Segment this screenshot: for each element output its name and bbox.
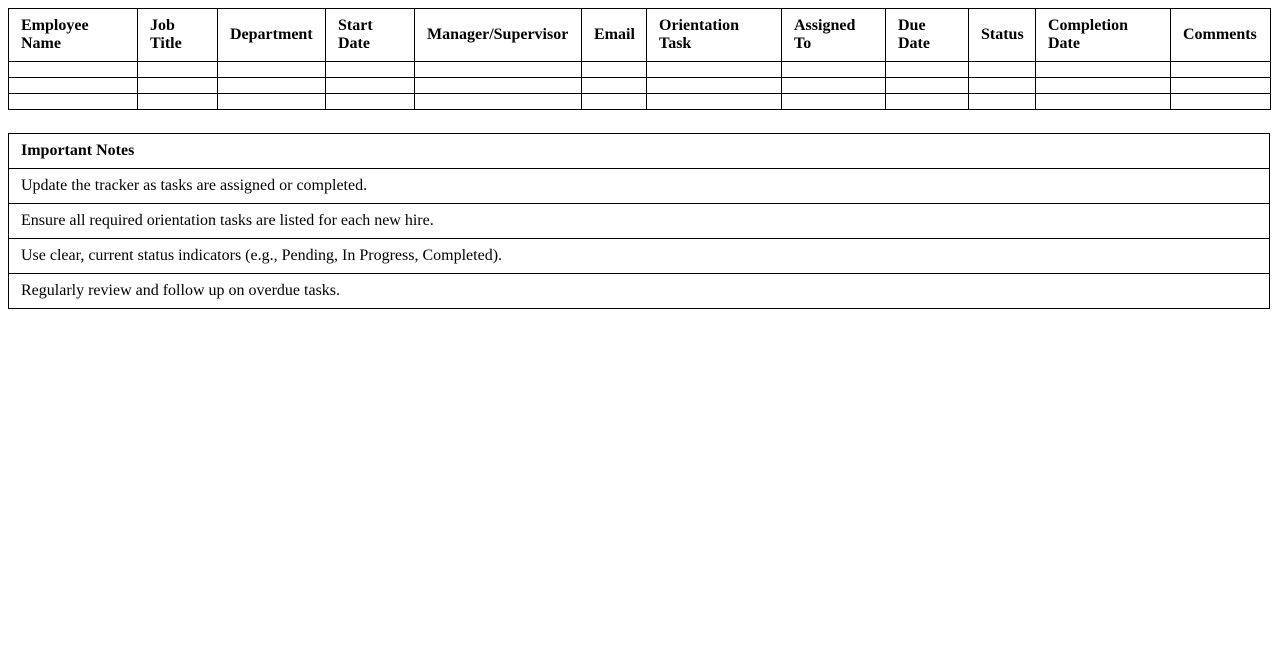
note-row	[9, 204, 1270, 239]
cell-manager-supervisor[interactable]	[415, 62, 582, 78]
note-item: Update the tracker as tasks are assigned or completed.	[9, 169, 1270, 204]
cell-due-date[interactable]	[886, 62, 969, 78]
cell-email[interactable]	[582, 78, 647, 94]
onboarding-tracker-table	[8, 8, 1271, 110]
cell-department[interactable]	[218, 78, 326, 94]
cell-employee-name[interactable]	[9, 78, 138, 94]
notes-heading-row	[9, 134, 1270, 169]
cell-manager-supervisor[interactable]	[415, 78, 582, 94]
cell-employee-name[interactable]	[9, 94, 138, 110]
cell-orientation-task[interactable]	[647, 94, 782, 110]
cell-manager-supervisor[interactable]	[415, 94, 582, 110]
cell-comments[interactable]	[1171, 78, 1271, 94]
header-row	[9, 9, 1271, 62]
header-department: Department	[218, 9, 326, 62]
header-employee-name: Employee Name	[9, 9, 138, 62]
tracker-body	[9, 62, 1271, 110]
header-manager-supervisor: Manager/Supervisor	[415, 9, 582, 62]
cell-due-date[interactable]	[886, 78, 969, 94]
cell-status[interactable]	[969, 62, 1036, 78]
table-row	[9, 62, 1271, 78]
cell-status[interactable]	[969, 78, 1036, 94]
note-row	[9, 239, 1270, 274]
cell-assigned-to[interactable]	[782, 94, 886, 110]
cell-start-date[interactable]	[326, 78, 415, 94]
header-start-date: Start Date	[326, 9, 415, 62]
cell-comments[interactable]	[1171, 62, 1271, 78]
cell-completion-date[interactable]	[1036, 78, 1171, 94]
cell-completion-date[interactable]	[1036, 62, 1171, 78]
cell-job-title[interactable]	[138, 94, 218, 110]
cell-start-date[interactable]	[326, 62, 415, 78]
cell-email[interactable]	[582, 94, 647, 110]
header-due-date: Due Date	[886, 9, 969, 62]
tracker-header	[9, 9, 1271, 62]
note-row	[9, 274, 1270, 309]
cell-job-title[interactable]	[138, 78, 218, 94]
header-orientation-task: Orientation Task	[647, 9, 782, 62]
header-job-title: Job Title	[138, 9, 218, 62]
cell-assigned-to[interactable]	[782, 62, 886, 78]
notes-heading: Important Notes	[9, 134, 1270, 169]
cell-assigned-to[interactable]	[782, 78, 886, 94]
cell-status[interactable]	[969, 94, 1036, 110]
cell-job-title[interactable]	[138, 62, 218, 78]
table-row	[9, 94, 1271, 110]
cell-employee-name[interactable]	[9, 62, 138, 78]
note-item: Regularly review and follow up on overdue tasks.	[9, 274, 1270, 309]
note-row	[9, 169, 1270, 204]
cell-orientation-task[interactable]	[647, 78, 782, 94]
cell-comments[interactable]	[1171, 94, 1271, 110]
note-item: Ensure all required orientation tasks are listed for each new hire.	[9, 204, 1270, 239]
cell-start-date[interactable]	[326, 94, 415, 110]
cell-due-date[interactable]	[886, 94, 969, 110]
header-email: Email	[582, 9, 647, 62]
note-item: Use clear, current status indicators (e.g., Pending, In Progress, Completed).	[9, 239, 1270, 274]
table-row	[9, 78, 1271, 94]
header-completion-date: Completion Date	[1036, 9, 1171, 62]
header-assigned-to: Assigned To	[782, 9, 886, 62]
header-comments: Comments	[1171, 9, 1271, 62]
header-status: Status	[969, 9, 1036, 62]
cell-orientation-task[interactable]	[647, 62, 782, 78]
cell-department[interactable]	[218, 94, 326, 110]
cell-department[interactable]	[218, 62, 326, 78]
cell-email[interactable]	[582, 62, 647, 78]
cell-completion-date[interactable]	[1036, 94, 1171, 110]
important-notes-table	[8, 133, 1270, 309]
